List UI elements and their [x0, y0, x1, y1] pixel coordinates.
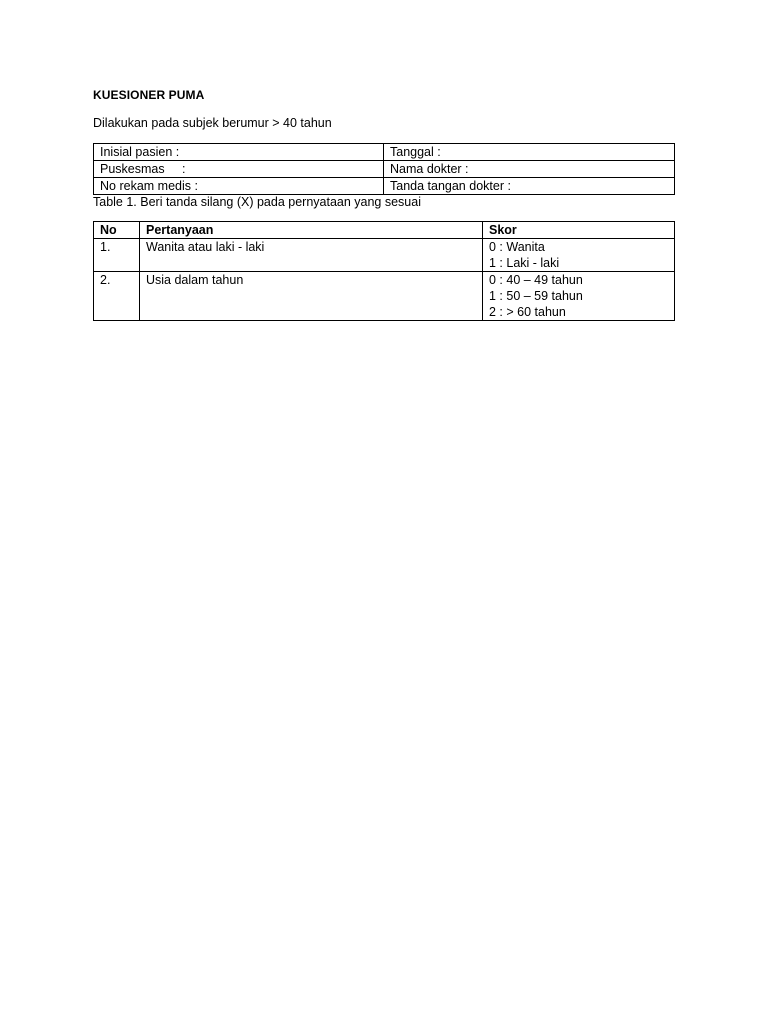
table-row: [94, 161, 675, 178]
document-subtitle: Dilakukan pada subjek berumur > 40 tahun: [93, 116, 332, 130]
header-score: Skor: [483, 222, 675, 239]
table-cell: Puskesmas :: [94, 161, 384, 178]
table-cell: Tanggal :: [384, 144, 675, 161]
question-number: 2.: [94, 272, 140, 321]
score-option: 0 : 40 – 49 tahun: [489, 273, 583, 287]
question-text: Wanita atau laki - laki: [140, 239, 483, 272]
table-cell: Tanda tangan dokter :: [384, 178, 675, 195]
score-option: 1 : 50 – 59 tahun: [489, 289, 583, 303]
score-option: 0 : Wanita: [489, 240, 545, 254]
table-cell: Nama dokter :: [384, 161, 675, 178]
table-cell: No rekam medis :: [94, 178, 384, 195]
question-number: 1.: [94, 239, 140, 272]
table-cell: Inisial pasien :: [94, 144, 384, 161]
score-option: 1 : Laki - laki: [489, 256, 560, 270]
score-cell: [483, 239, 675, 272]
header-question: Pertanyaan: [140, 222, 483, 239]
table-row: [94, 239, 675, 272]
document-title: KUESIONER PUMA: [93, 88, 205, 102]
table-caption: Table 1. Beri tanda silang (X) pada pernyataan yang sesuai: [93, 195, 421, 209]
table-row: [94, 178, 675, 195]
patient-info-table: [93, 143, 675, 195]
score-cell: [483, 272, 675, 321]
table-row: [94, 144, 675, 161]
table-row: [94, 272, 675, 321]
table-header-row: [94, 222, 675, 239]
header-no: No: [94, 222, 140, 239]
question-text: Usia dalam tahun: [140, 272, 483, 321]
score-option: 2 : > 60 tahun: [489, 305, 566, 319]
questionnaire-table: [93, 221, 675, 321]
